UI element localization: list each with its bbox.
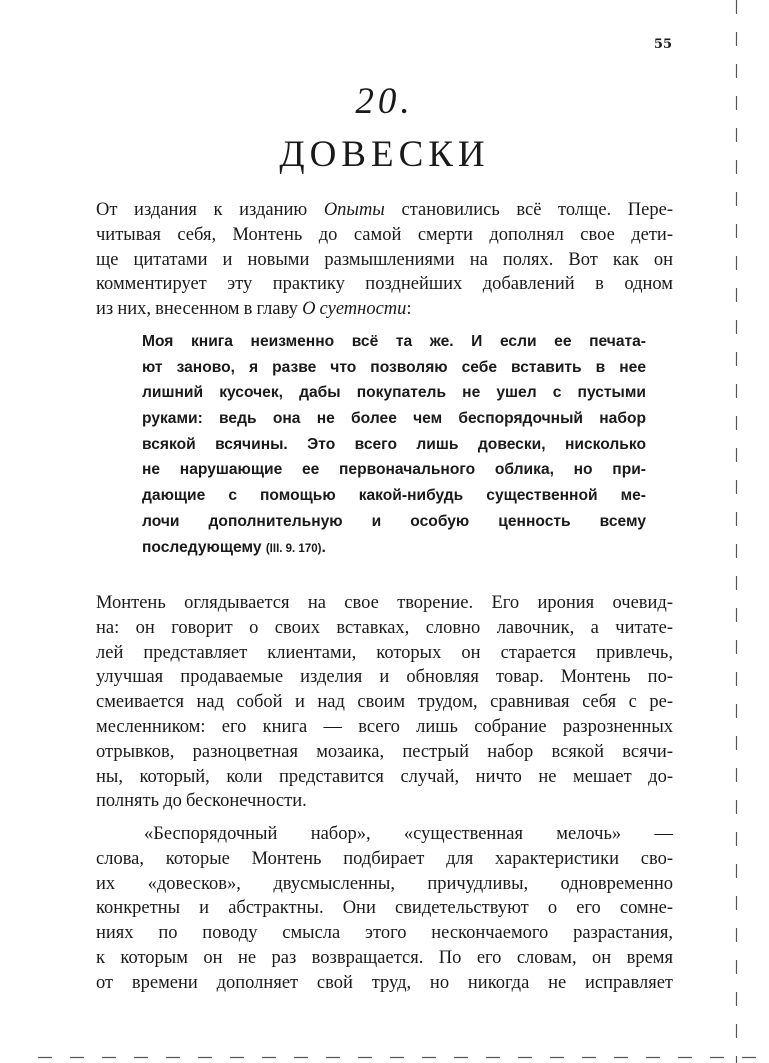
chapter-number: 20. [355, 81, 414, 122]
text-line: лей представляет клиентами, которых он старается привлечь, [96, 642, 673, 663]
quote-line: лишний кусочек, дабы покупатель не ушел с пустыми [142, 384, 646, 402]
quote-line: всякой всячины. Это всего лишь довески, нисколько [142, 435, 646, 453]
text-line: Монтень оглядывается на свое творение. Его ирония очевид- [96, 593, 673, 613]
quote-line: последующему (III. 9. 170). [142, 538, 326, 556]
quote-line: руками: ведь она не более чем беспорядочный набор [142, 410, 646, 428]
text-line: конкретны и абстрактны. Они свидетельствуют о его сомне- [96, 898, 673, 919]
text-line: слова, которые Монтень подбирает для характеристики сво- [96, 848, 673, 869]
chapter-title: ДОВЕСКИ [279, 134, 490, 175]
text-line: ще цитатами и новыми размышлениями на полях. Вот как он [96, 249, 673, 270]
paragraph-words [96, 822, 673, 996]
chapter-reference: О суетности [302, 299, 407, 320]
text-line: читывая себя, Монтень до самой смерти дополнял свое дети- [96, 224, 673, 245]
quote-line: ют заново, я разве что позволяю себе вставить в нее [142, 358, 646, 376]
paragraph-intro [96, 198, 673, 322]
text-line: к которым он не раз возвращается. По его словам, он время [96, 947, 673, 968]
quote-line: дающие с помощью какой-нибудь существенной ме- [142, 487, 646, 505]
quote-citation: (III. 9. 170) [265, 542, 322, 555]
text-line: От издания к изданию Опыты становились всё толще. Пере- [96, 200, 673, 220]
text-line: на: он говорит о своих вставках, словно лавочник, а читате- [96, 617, 673, 638]
crop-marks-right [735, 0, 738, 1063]
text-line: «Беспорядочный набор», «существенная мелочь» — [144, 824, 673, 844]
block-quote [142, 329, 646, 560]
text-line: месленником: его книга — всего лишь собрание разрозненных [96, 716, 673, 737]
quote-line: не нарушающие ее первоначального облика, но при- [142, 461, 646, 479]
text-line: от времени дополняет свой труд, но никогда не исправляет [96, 972, 673, 993]
quote-line: Моя книга неизменно всё та же. И если ее печата- [142, 333, 646, 350]
text-line: отрывков, разноцветная мозаика, пестрый набор всякой всячи- [96, 741, 673, 762]
text-line: улучшая продаваемые изделия и обновляя товар. Монтень по- [96, 667, 673, 688]
book-title: Опыты [323, 200, 385, 220]
text-line: их «довесков», двусмысленны, причудливы, одновременно [96, 873, 673, 894]
page-number: 55 [653, 37, 672, 52]
text-line: комментирует эту практику позднейших добавлений в одном [96, 274, 673, 295]
paragraph-irony [96, 591, 673, 814]
quote-line: лочи дополнительную и особую ценность всему [142, 512, 646, 530]
text-line: ниях по поводу смысла этого нескончаемого разрастания, [96, 923, 673, 944]
text-line: смеивается над собой и над своим трудом, сравнивая себя с ре- [96, 692, 673, 713]
crop-marks-bottom [0, 1056, 769, 1059]
text-line: полнять до бесконечности. [96, 791, 307, 812]
text-line: из них, внесенном в главу О суетности: [96, 299, 412, 320]
text-line: ны, который, коли представится случай, ничто не мешает до- [96, 766, 673, 787]
